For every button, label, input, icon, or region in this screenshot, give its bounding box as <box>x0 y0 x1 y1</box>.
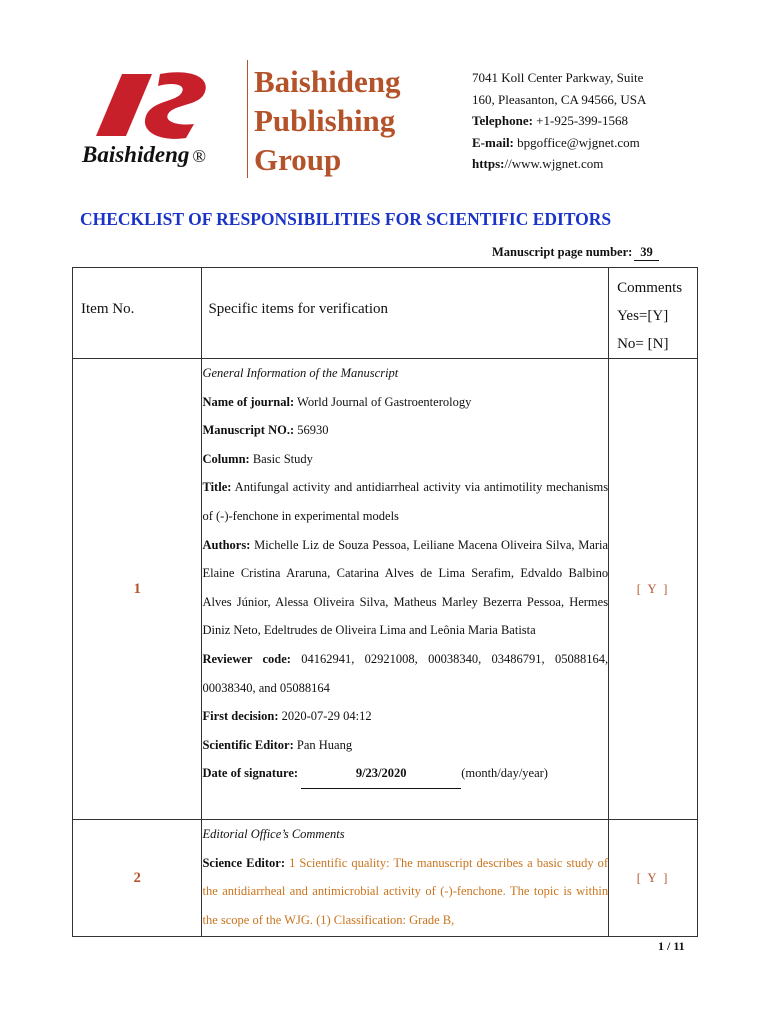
science-editor-line <box>202 849 608 935</box>
authors-value: Michelle Liz de Souza Pessoa, Leiliane Macena Oliveira Silva, Maria Elaine Cristina Araruna, Catarina Alves de Lima Serafim, Edvaldo Balbino Alves Júnior, Alessa Oliveira Silva, Matheus Marley Bezerra Pessoa, Hermes Diniz Neto, Edeltrudes de Oliveira Lima and Leônia Maria Batista <box>202 537 609 638</box>
title-line <box>202 473 608 530</box>
header-specific-label: Specific items for verification <box>208 301 388 317</box>
row-2-answer: [ Y ] <box>609 820 698 937</box>
signature-label: Date of signature: <box>202 766 299 781</box>
header-specific-items <box>202 268 609 359</box>
editor-label: Scientific Editor: <box>202 737 294 752</box>
signature-value: 9/23/2020 <box>301 759 461 789</box>
footer-total: 11 <box>673 939 685 953</box>
decision-line <box>202 702 608 731</box>
table-row <box>73 820 698 937</box>
row-1-details <box>202 359 609 820</box>
telephone-label: Telephone: <box>472 113 533 128</box>
manuscript-page-number <box>492 245 659 261</box>
address-line-2: 160, Pleasanton, CA 94566, USA <box>472 91 647 107</box>
publisher-logo <box>82 66 247 176</box>
journal-line <box>202 388 608 417</box>
manuscript-label: Manuscript NO.: <box>202 423 295 438</box>
row-number-1: 1 <box>73 359 202 820</box>
header-no-label: No= [N] <box>617 336 669 352</box>
column-line <box>202 445 608 474</box>
signature-format: (month/day/year) <box>461 766 548 781</box>
email-line <box>472 132 646 154</box>
brand-line-2: Publishing <box>254 103 396 138</box>
manuscript-value: 56930 <box>297 423 329 438</box>
footer-separator: / <box>667 939 671 953</box>
column-label: Column: <box>202 451 250 466</box>
email-label: E-mail: <box>472 134 514 150</box>
row-number-2: 2 <box>73 820 202 937</box>
editor-line <box>202 731 608 760</box>
contact-info <box>472 67 646 175</box>
journal-value: World Journal of Gastroenterology <box>297 394 472 409</box>
brand-line-1: Baishideng <box>254 64 401 99</box>
row-1-answer: [ Y ] <box>609 359 698 820</box>
email-value[interactable]: bpgoffice@wjgnet.com <box>517 134 640 150</box>
decision-value: 2020-07-29 04:12 <box>281 709 372 724</box>
registered-mark: ® <box>192 146 207 166</box>
website-line <box>472 153 646 175</box>
title-value: Antifungal activity and antidiarrheal activity via antimotility mechanisms of (-)-fenchone in experimental models <box>202 480 609 523</box>
table-header-row <box>73 268 698 359</box>
document-title: CHECKLIST OF RESPONSIBILITIES FOR SCIENTIFIC EDITORS <box>80 209 612 229</box>
header-comments-label: Comments <box>617 280 683 296</box>
decision-label: First decision: <box>202 709 279 724</box>
science-editor-text: 1 Scientific quality: The manuscript describes a basic study of the antidiarrheal and antimicrobial activity of (-)-fenchone. The topic is within the scope of the WJG. (1) Classification: Grade B, <box>202 855 609 927</box>
authors-label: Authors: <box>202 537 251 552</box>
telephone-line <box>472 110 646 132</box>
brand-line-3: Group <box>254 142 342 177</box>
page-footer <box>658 939 685 954</box>
reviewer-value: 04162941, 02921008, 00038340, 03486791, 05088164, 00038340, and 05088164 <box>202 651 609 695</box>
signature-line <box>202 759 608 789</box>
footer-page: 1 <box>658 939 664 953</box>
authors-line <box>202 531 608 645</box>
website-value[interactable]: //www.wjgnet.com <box>504 156 604 171</box>
header-item-no <box>73 268 202 359</box>
row-2-details <box>202 820 609 937</box>
reviewer-line <box>202 645 608 702</box>
science-editor-label: Science Editor: <box>202 855 285 870</box>
header-yes-label: Yes=[Y] <box>617 308 669 324</box>
address-line-1: 7041 Koll Center Parkway, Suite <box>472 70 644 85</box>
journal-label: Name of journal: <box>202 394 295 409</box>
reviewer-label: Reviewer code: <box>202 651 291 666</box>
column-value: Basic Study <box>252 451 313 466</box>
brand-divider <box>247 60 248 178</box>
page-number-label: Manuscript page number: <box>492 245 633 259</box>
header-item-no-label: Item No. <box>81 301 135 317</box>
section-title-general: General Information of the Manuscript <box>202 366 399 380</box>
section-title-editorial: Editorial Office’s Comments <box>202 827 345 841</box>
title-label: Title: <box>202 480 232 495</box>
publisher-name <box>254 62 400 179</box>
header-comments <box>609 268 698 359</box>
telephone-value: +1-925-399-1568 <box>536 113 628 128</box>
manuscript-no-line <box>202 416 608 445</box>
logo-wordmark: Baishideng <box>82 142 190 167</box>
page-number-value: 39 <box>634 245 659 261</box>
website-label: https: <box>472 156 505 171</box>
editor-value: Pan Huang <box>296 737 353 752</box>
checklist-table <box>72 267 698 937</box>
table-row <box>73 359 698 820</box>
